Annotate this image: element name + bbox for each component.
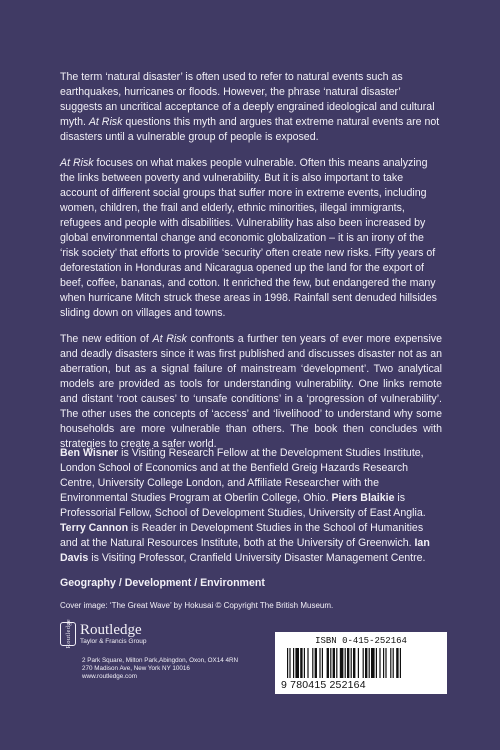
barcode-bar bbox=[385, 648, 386, 678]
author-name: Piers Blaikie bbox=[331, 492, 395, 504]
blurb-text: confronts a further ten years of ever more expensive and deadly disasters since it was first published and discusses disaster not as an aberration, but as a signal failure of mainstream ‘development’. Two analytical models are provided as tools for understanding vulnerability. One links remote and distant ‘root causes’ to ‘unsafe conditions’ in a ‘progression of vulnerability’. The other uses the concepts of ‘access’ and ‘livelihood’ to understand why some households are more vulnerable than others. The book then concludes with strategies to create a safer world. bbox=[60, 333, 442, 450]
barcode-bar bbox=[340, 648, 344, 678]
barcode-icon bbox=[285, 648, 441, 678]
author-name: Terry Cannon bbox=[60, 522, 129, 534]
author-name: Ben Wisner bbox=[60, 447, 119, 459]
barcode-bar bbox=[289, 648, 290, 678]
barcode-bar bbox=[300, 648, 302, 678]
author-bio: is Visiting Professor, Cranfield University Disaster Management Centre. bbox=[88, 552, 426, 564]
cover-image-credit: Cover image: ‘The Great Wave’ by Hokusai © Copyright The British Museum. bbox=[60, 601, 334, 610]
barcode-bar bbox=[293, 648, 294, 678]
barcode-bar bbox=[304, 648, 305, 678]
barcode-bar bbox=[347, 648, 349, 678]
address-line: 270 Madison Ave, New York NY 10016 bbox=[82, 664, 190, 672]
barcode-bar bbox=[336, 648, 337, 678]
barcode-bar bbox=[330, 648, 331, 678]
isbn-label: ISBN 0-415-252164 bbox=[315, 636, 407, 646]
barcode-bar bbox=[322, 648, 323, 678]
author-bios bbox=[60, 446, 442, 566]
routledge-logo-icon bbox=[60, 619, 76, 649]
barcode-bar bbox=[345, 648, 346, 678]
barcode-bar bbox=[369, 648, 370, 678]
blurb-text: The new edition of bbox=[60, 333, 153, 345]
book-title-italic: At Risk bbox=[152, 333, 187, 345]
barcode-bar bbox=[295, 648, 299, 678]
blurb-text: The term ‘natural disaster’ is often used to refer to natural events such as earthquakes, hurricanes or floods. However, the phrase ‘natural disaster’ suggests an uncritical acceptance of a deeply engrained ideological and cultural myth. bbox=[60, 71, 435, 128]
barcode-bar bbox=[319, 648, 320, 678]
blurb-paragraph-2 bbox=[60, 156, 442, 321]
barcode-bar bbox=[365, 648, 367, 678]
isbn-barcode-box bbox=[275, 632, 447, 694]
barcode-bar bbox=[315, 648, 317, 678]
barcode-bar bbox=[376, 648, 377, 678]
barcode-bar bbox=[351, 648, 352, 678]
barcode-bar bbox=[327, 648, 329, 678]
barcode-bar bbox=[396, 648, 398, 678]
blurb-text: questions this myth and argues that extreme natural events are not disasters until a vulnerable group of people is exposed. bbox=[60, 116, 440, 143]
book-title-italic: At Risk bbox=[88, 116, 123, 128]
barcode-bar bbox=[287, 648, 288, 678]
barcode-bar bbox=[390, 648, 391, 678]
barcode-bar bbox=[333, 648, 335, 678]
blurb bbox=[60, 70, 442, 463]
logo-mark-text: Routledge bbox=[64, 619, 72, 649]
barcode-bar bbox=[353, 648, 355, 678]
author-name: Ian Davis bbox=[60, 537, 430, 564]
subject-category: Geography / Development / Environment bbox=[60, 577, 265, 589]
barcode-bar bbox=[363, 648, 364, 678]
address-line: 2 Park Square, Milton Park,Abingdon, Oxon, OX14 4RN bbox=[82, 657, 239, 664]
author-bio: is Reader in Development Studies in the School of Humanities and at the Natural Resources Institute, both at the University of Greenwich. bbox=[60, 522, 424, 549]
barcode-bar bbox=[371, 648, 375, 678]
barcode-bar bbox=[393, 648, 394, 678]
author-bio: is Professorial Fellow, School of Development Studies, University of East Anglia. bbox=[60, 492, 426, 519]
barcode-bar bbox=[358, 648, 359, 678]
book-title-italic: At Risk bbox=[60, 157, 94, 169]
barcode-bar bbox=[307, 648, 308, 678]
publisher-name: Routledge bbox=[80, 622, 142, 638]
barcode-bar bbox=[379, 648, 380, 678]
barcode-bar bbox=[400, 648, 401, 678]
barcode-bar bbox=[383, 648, 384, 678]
publisher-wordmark bbox=[80, 622, 146, 646]
publisher-group: Taylor & Francis Group bbox=[80, 638, 147, 645]
blurb-paragraph-1 bbox=[60, 70, 442, 145]
isbn-barcode-number: 9 780415 252164 bbox=[281, 679, 366, 691]
barcode-bar bbox=[312, 648, 313, 678]
blurb-paragraph-3 bbox=[60, 332, 442, 452]
author-bio: is Visiting Research Fellow at the Development Studies Institute, London School of Economics and at the Benfield Greig Hazards Research Centre, University College London, and Affiliate Researcher with the Environmental Studies Program at Oberlin College, Ohio. bbox=[60, 447, 424, 504]
publisher-website: www.routledge.com bbox=[82, 672, 137, 680]
blurb-text: focuses on what makes people vulnerable. Often this means analyzing the links between poverty and vulnerability. But it is also important to take account of different social groups that suffer more in extreme events, including women, children, the frail and elderly, ethnic minorities, illegal immigrants, refugees and people with disabilities. Vulnerability has also been increased by global environmental change and economic globalization – it is an irony of the ‘risk society’ that efforts to provide ‘security’ often create new risks. Fifty years of deforestation in Honduras and Nicaragua opened up the land for the export of beef, coffee, bananas, and cotton. It enriched the few, but endangered the many when hurricane Mitch struck these areas in 1998. Rainfall sent denuded hillsides sliding down on villages and towns. bbox=[60, 157, 437, 319]
publisher-logo bbox=[60, 619, 147, 649]
publisher-address bbox=[82, 657, 238, 680]
